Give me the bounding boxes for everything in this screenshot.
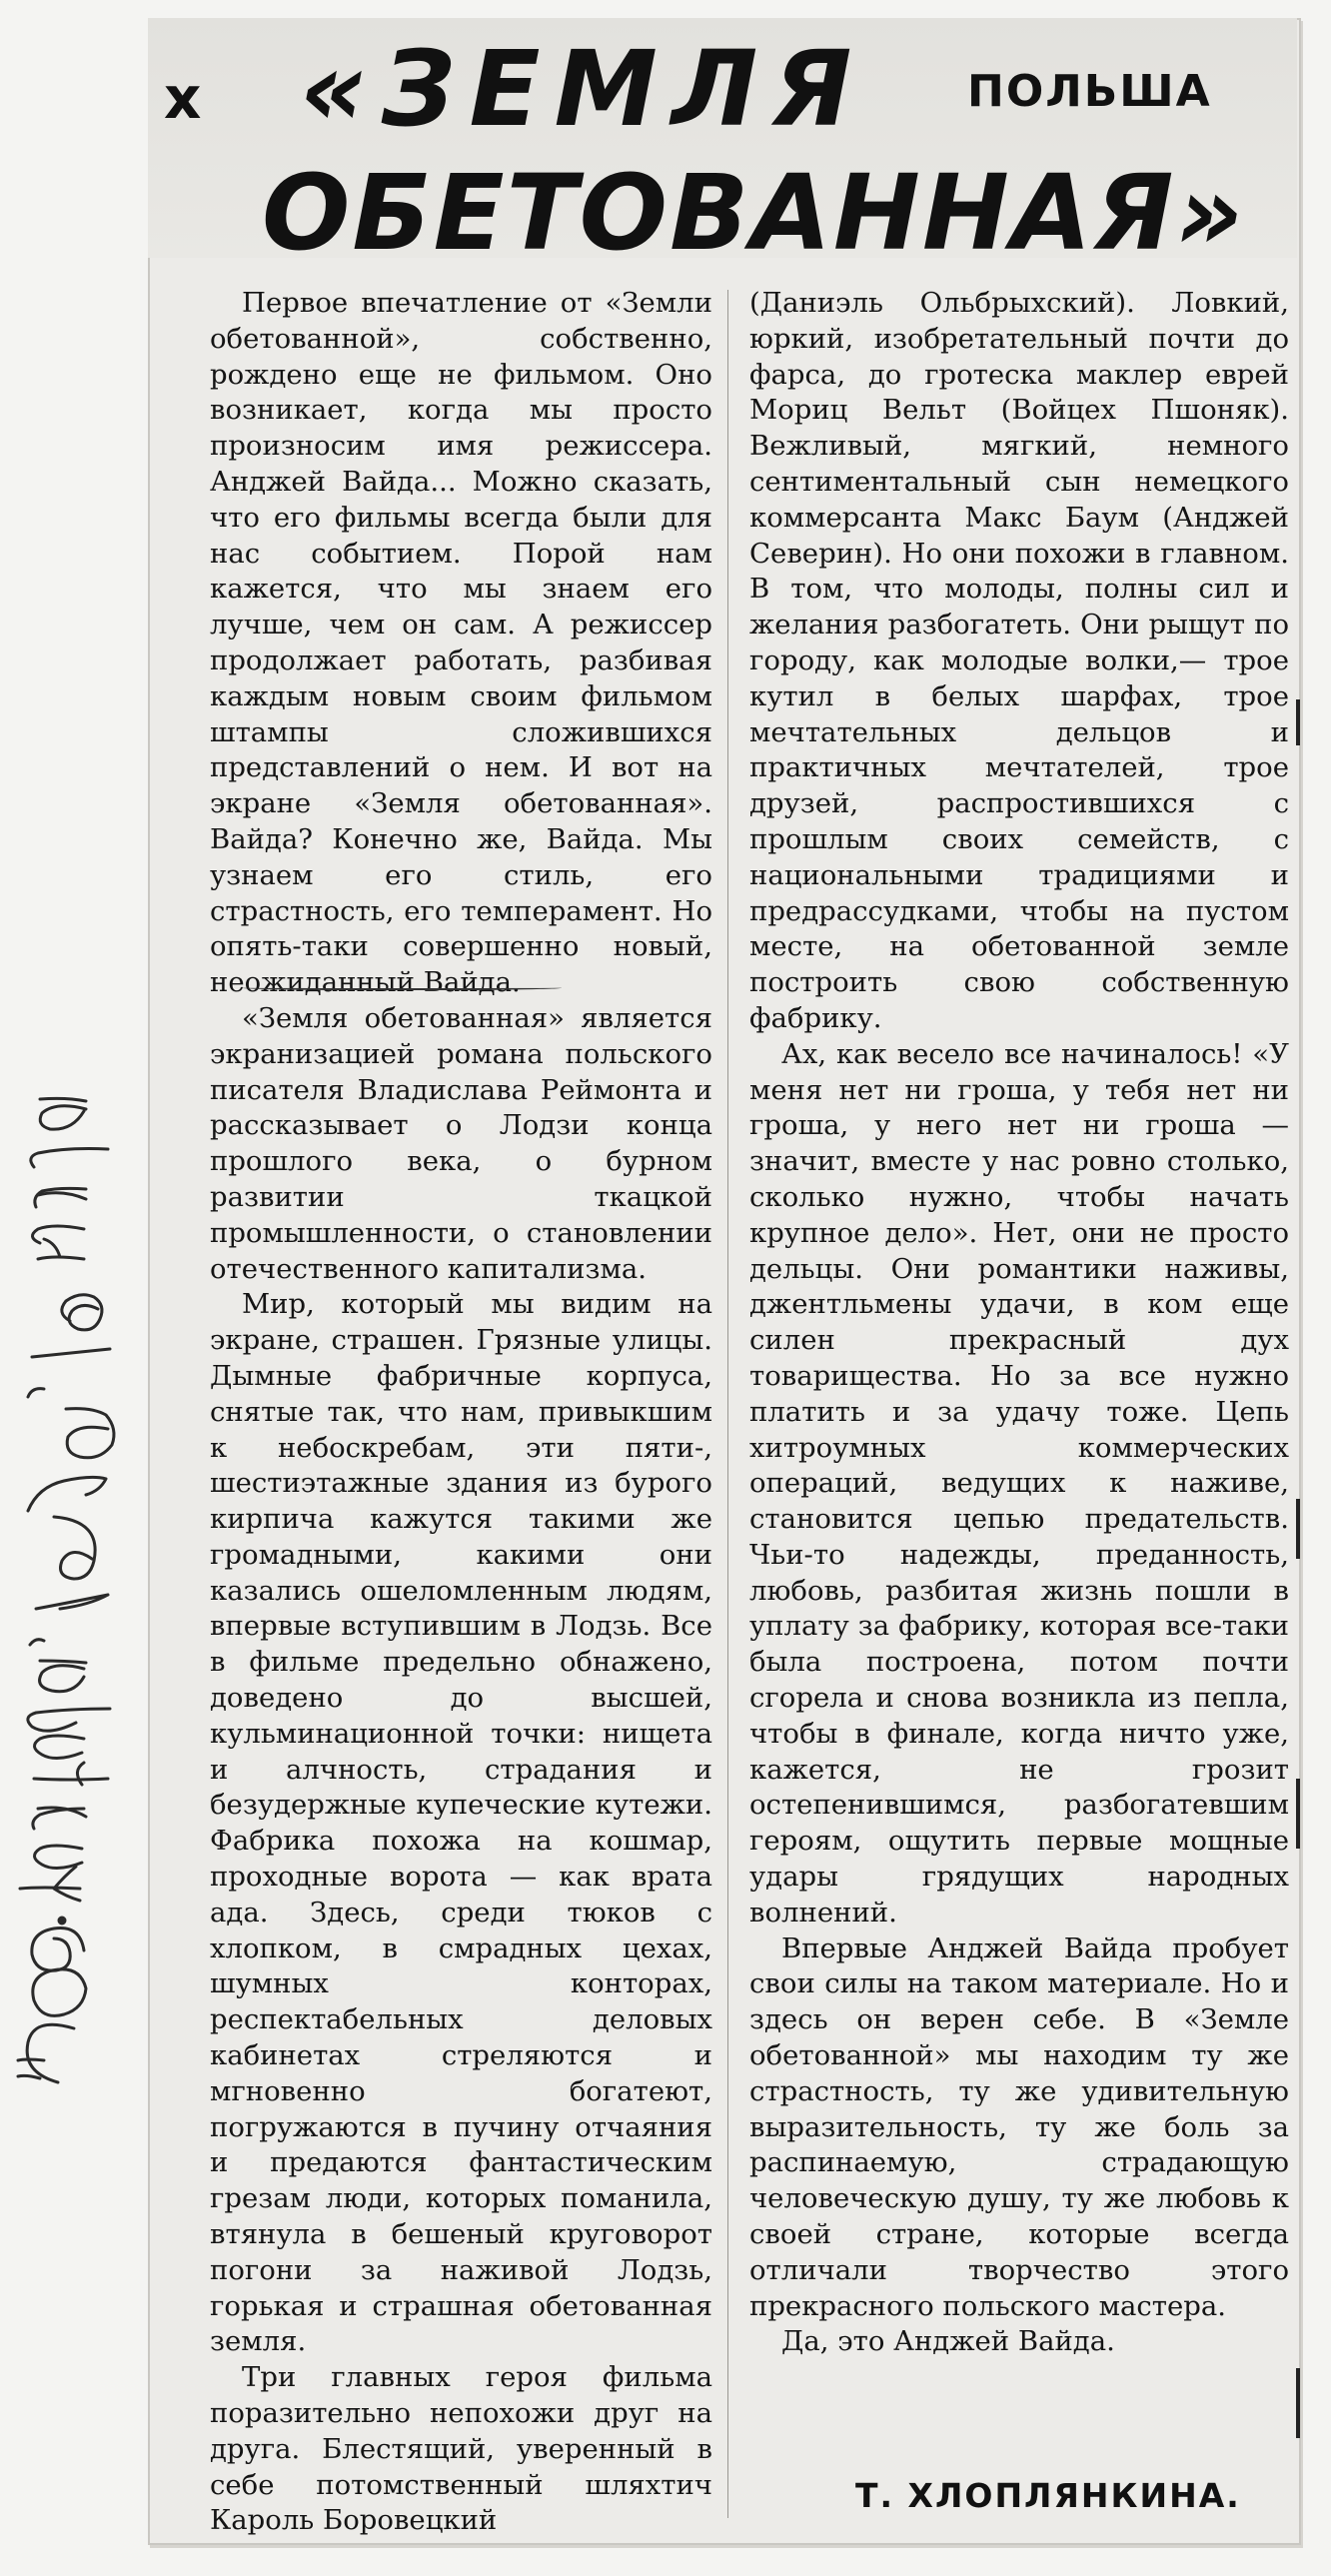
article-paragraph: «Земля обетованная» является экранизацией романа польского писателя Владислава Реймонта и рассказывает о Лодзи конца прошлого века, о бурном развитии ткацкой промышленности, о становлении отечественного капитализма.	[210, 1001, 712, 1285]
column-divider	[727, 290, 728, 2518]
margin-mark: х	[164, 64, 202, 132]
article-paragraph: (Даниэль Ольбрыхский). Ловкий, юркий, изобретательный почти до фарса, до гротеска маклер еврей Мориц Вельт (Войцех Пшоняк). Вежливый, мягкий, немного сентиментальный сын немецкого коммерсанта Макс Баум (Анджей Северин). Но они похожи в главном. В том, что молоды, полны сил и желания разбогатеть. Они рыщут по городу, как молодые волки,— трое кутил в белых шарфах, трое мечтательных дельцов и практичных мечтателей, трое друзей, распростившихся с прошлым своих семейств, с национальными традициями и предрассудками, чтобы на пустом месте, на обетованной земле построить свою собственную фабрику.	[749, 287, 1289, 1034]
article-paragraph: Да, это Анджей Вайда.	[781, 2325, 1115, 2358]
author-signature: Т. ХЛОПЛЯНКИНА.	[855, 2476, 1241, 2515]
margin-tick	[1296, 2368, 1300, 2438]
margin-tick	[1296, 1499, 1300, 1559]
article-paragraph: Впервые Анджей Вайда пробует свои силы на таком материале. Но и здесь он верен себе. В «Земле обетованной» мы находим ту же страстность, ту же удивительную выразительность, ту же боль за распинаемую, страдающую человеческую душу, ту же любовь к своей стране, которые всегда отличали творчество этого прекрасного польского мастера.	[749, 1932, 1289, 2322]
margin-tick	[1296, 699, 1300, 745]
article-paragraph: Три главных героя фильма поразительно непохожи друг на друга. Блестящий, уверенный в себе потомственный шляхтич Кароль Боровецкий	[210, 2361, 712, 2537]
margin-tick	[1296, 1779, 1300, 1849]
headline-line-2: ОБЕТОВАННАЯ»	[262, 152, 1246, 274]
handwritten-note	[0, 789, 130, 2108]
article-paragraph: Ах, как весело все начиналось! «У меня нет ни гроша, у тебя нет ни гроша, у него нет ни гроша — значит, вместе у нас ровно столько, сколько нужно, чтобы начать крупное дело». Нет, они не просто дельцы. Они романтики наживы, джентльмены удачи, в ком еще силен прекрасный дух товарищества. Но за все нужно платить и за удачу тоже. Цепь хитроумных коммерческих операций, ведущих к наживе, становится цепью предательств. Чьи-то надежды, преданность, любовь, разбитая жизнь пошли в уплату за фабрику, которая все-таки была построена, потом почти сгорела и снова возникла из пепла, чтобы в финале, когда ничто уже, кажется, не грозит остепенившимся, разбогатевшим героям, ощутить первые мощные удары грядущих народных волнений.	[749, 1037, 1289, 1929]
country-label: ПОЛЬША	[967, 66, 1212, 117]
article-paragraph: Мир, который мы видим на экране, страшен. Грязные улицы. Дымные фабричные корпуса, снятые так, что нам, привыкшим к небоскребам, эти пяти-, шестиэтажные здания из бурого кирпича кажутся такими же громадными, какими они казались ошеломленным людям, впервые вступившим в Лодзь. Все в фильме предельно обнажено, доведено до высшей, кульминационной точки: нищета и алчность, страдания и безудержные купеческие кутежи. Фабрика похожа на кошмар, проходные ворота — как врата ада. Здесь, среди тюков с хлопком, в смрадных цехах, шумных конторах, респектабельных деловых кабинетах стреляются и мгновенно богатеют, погружаются в пучину отчаяния и предаются фантастическим грезам люди, которых поманила, втянула в бешеный круговорот погони за наживой Лодзь, горькая и страшная обетованная земля.	[210, 1288, 712, 2358]
article-column-right	[749, 286, 1289, 2360]
headline-line-1: «ЗЕМЛЯ	[300, 28, 866, 150]
article-column-left	[210, 286, 712, 2539]
pen-underline	[242, 984, 562, 990]
handwritten-note-ink	[0, 789, 130, 2108]
article-paragraph: Первое впечатление от «Земли обетованной», собственно, рождено еще не фильмом. Оно возникает, когда мы просто произносим имя режиссера. Анджей Вайда... Можно сказать, что его фильмы всегда были для нас событием. Порой нам кажется, что мы знаем его лучше, чем он сам. А режиссер продолжает работать, разбивая каждым новым своим фильмом штампы сложившихся представлений о нем. И вот на экране «Земля обетованная». Вайда? Конечно же, Вайда. Мы узнаем его стиль, его страстность, его темперамент. Но опять-таки совершенно новый, неожиданный Вайда.	[210, 287, 712, 999]
